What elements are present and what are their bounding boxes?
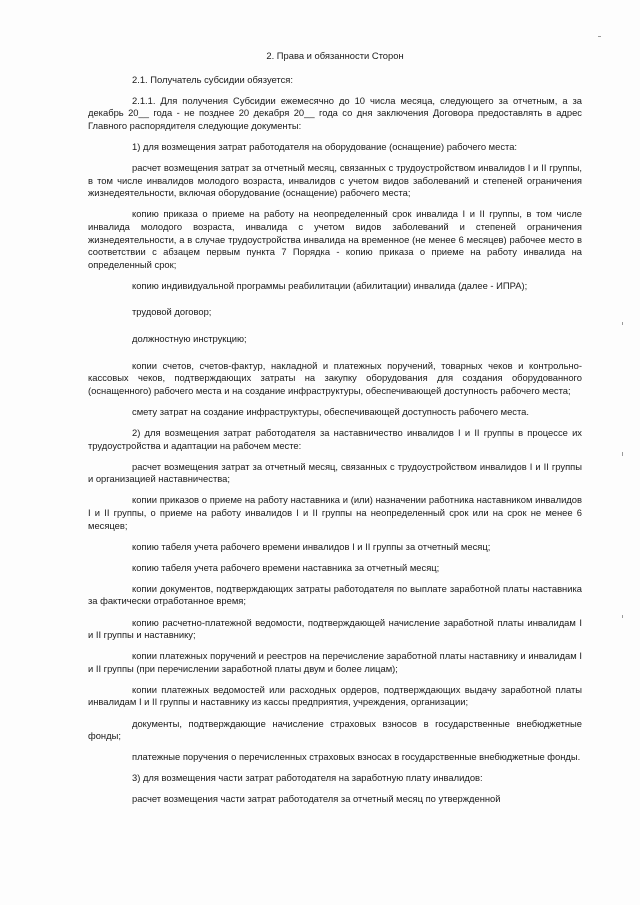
paragraph: копию индивидуальной программы реабилитации (абилитации) инвалида (далее - ИПРА); [132, 279, 528, 291]
paragraph: 2) для возмещения затрат работодателя за наставничество инвалидов I и II группы в процессе их трудоустройства и адаптации на рабочем месте: [88, 426, 582, 451]
paragraph: копию расчетно-платежной ведомости, подтверждающей начисление заработной платы инвалидам I и II группы и наставнику; [88, 616, 582, 641]
paragraph: копии счетов, счетов-фактур, накладной и платежных поручений, товарных чеков и контрольно-кассовых чеков, подтверждающих затраты на закупку оборудования для создания оборудованного (оснащенного) рабочего места и на создание инфраструктуры, обеспечивающей доступность рабочего места; [88, 359, 582, 396]
scan-mark [622, 615, 623, 618]
paragraph: копии платежных поручений и реестров на перечисление заработной платы наставнику и инвалидам I и II группы (при перечислении заработной платы двум и более лицам); [88, 650, 582, 674]
scan-mark [598, 36, 601, 37]
scan-mark [622, 452, 623, 456]
section-title: 2. Права и обязанности Сторон [266, 50, 404, 61]
paragraph: расчет возмещения затрат за отчетный месяц, связанных с трудоустройством инвалидов I и II группы, в том числе инвалидов молодого возраста, инвалидов с учетом видов заболеваний и степеней ограничения жизнедеятельности, включая оборудование (оснащение) рабочего места; [88, 162, 582, 199]
paragraph: копию приказа о приеме на работу на неопределенный срок инвалида I и II группы, в том числе инвалида молодого возраста, инвалида с учетом видов заболеваний и степеней ограничения жизнедеятельности, а в случае трудоустройства инвалида на временное (не менее 6 месяцев) рабочее место в соответствии с абзацем первым пункта 7 Порядка - копию приказа о приеме на работу инвалида на определенный срок; [88, 208, 582, 270]
paragraph: копию табеля учета рабочего времени наставника за отчетный месяц; [132, 561, 440, 573]
paragraph: смету затрат на создание инфраструктуры, обеспечивающей доступность рабочего места. [132, 405, 529, 417]
paragraph: должностную инструкцию; [132, 333, 247, 344]
paragraph: копии платежных ведомостей или расходных ордеров, подтверждающих выдачу заработной платы инвалидам I и II группы и наставнику из кассы предприятия, учреждения, организации; [88, 683, 582, 708]
document-body [88, 50, 582, 815]
paragraph: 2.1.1. Для получения Субсидии ежемесячно до 10 числа месяца, следующего за отчетным, а за декабрь 20__ года - не позднее 20 декабря 20__ года со дня заключения Договора предоставлять в адрес Главного распорядителя следующие документы: [88, 94, 582, 131]
paragraph: платежные поручения о перечисленных страховых взносах в государственные внебюджетные фонды. [132, 751, 581, 763]
paragraph: копию табеля учета рабочего времени инвалидов I и II группы за отчетный месяц; [132, 540, 491, 552]
paragraph: 1) для возмещения затрат работодателя на оборудование (оснащение) рабочего места: [132, 140, 518, 152]
scan-mark [622, 322, 623, 325]
paragraph: 2.1. Получатель субсидии обязуется: [132, 73, 293, 85]
paragraph: копии документов, подтверждающих затраты работодателя по выплате заработной платы наставника за фактически отработанное время; [88, 582, 582, 607]
paragraph: расчет возмещения затрат за отчетный месяц, связанных с трудоустройством инвалидов I и II группы и организацией наставничества; [88, 460, 582, 485]
paragraph: документы, подтверждающие начисление страховых взносов в государственные внебюджетные фонды; [88, 717, 582, 742]
paragraph: 3) для возмещения части затрат работодателя на заработную плату инвалидов: [132, 772, 483, 784]
paragraph: расчет возмещения части затрат работодателя за отчетный месяц по утвержденной [132, 793, 501, 805]
paragraph: трудовой договор; [132, 306, 212, 318]
paragraph: копии приказов о приеме на работу наставника и (или) назначении работника наставником инвалидов I и II группы, о приеме на работу инвалидов I и II группы на неопределенный срок или на срок не менее 6 месяцев; [88, 494, 582, 531]
